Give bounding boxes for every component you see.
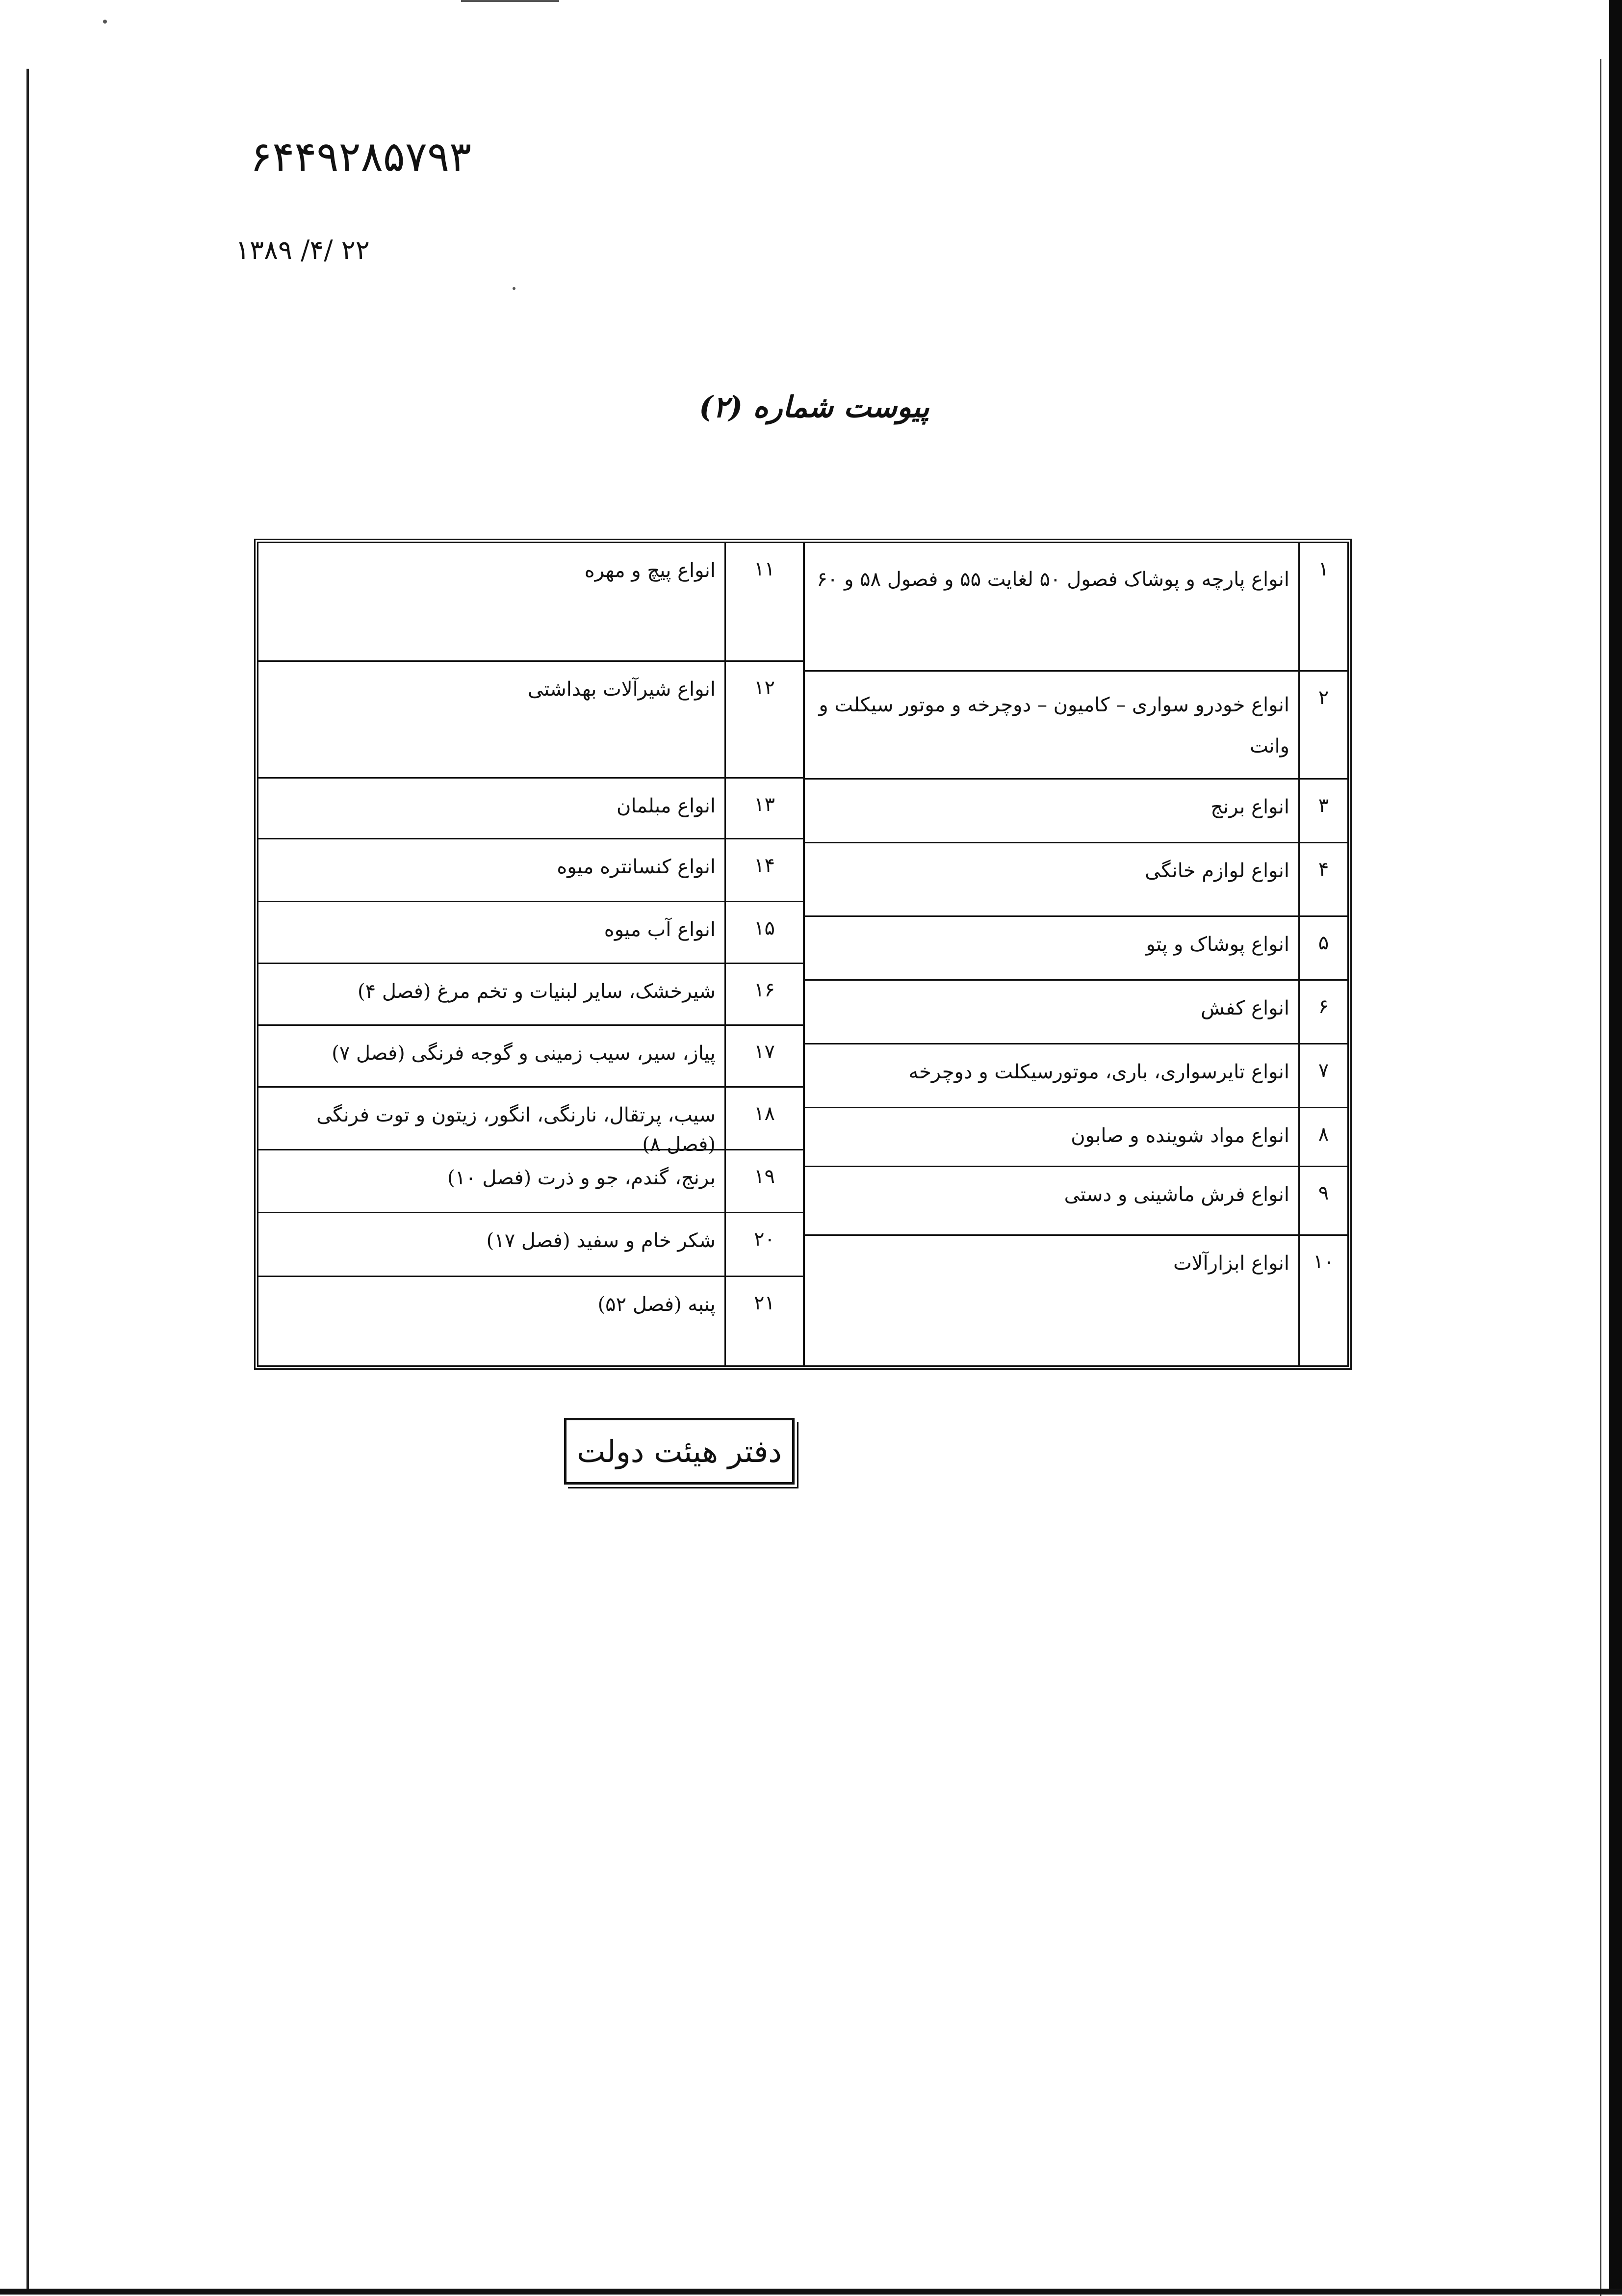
row-number: ۳ xyxy=(1298,780,1347,842)
row-number: ۷ xyxy=(1298,1044,1347,1107)
row-number: ۸ xyxy=(1298,1108,1347,1166)
scan-top-mark xyxy=(461,0,559,2)
row-number: ۶ xyxy=(1298,981,1347,1043)
row-text: انواع لوازم خانگی xyxy=(1145,860,1289,882)
row-number: ۱۱ xyxy=(724,543,803,660)
scan-right-edge xyxy=(1609,0,1622,2295)
table-row xyxy=(258,839,803,902)
row-text: سیب، پرتقال، نارنگی، انگور، زیتون و توت فرنگی (فصل ۸) xyxy=(316,1104,716,1156)
row-text: انواع پارچه و پوشاک فصول ۵۰ لغایت ۵۵ و فصول ۵۸ و ۶۰ xyxy=(817,568,1289,591)
table-row xyxy=(805,917,1347,981)
scan-bottom-edge xyxy=(0,2289,1622,2295)
table-row xyxy=(805,1108,1347,1167)
row-number: ۱۹ xyxy=(724,1150,803,1212)
row-text: انواع کفش xyxy=(1201,997,1289,1019)
table-row xyxy=(258,1026,803,1088)
row-text: انواع فرش ماشینی و دستی xyxy=(1064,1183,1289,1206)
office-stamp xyxy=(564,1418,795,1485)
table-row xyxy=(805,543,1347,672)
row-text: انواع آب میوه xyxy=(604,918,716,941)
row-number: ۱۶ xyxy=(724,964,803,1024)
row-text: پنبه (فصل ۵۲) xyxy=(597,1293,716,1316)
table-row xyxy=(258,1213,803,1277)
table-row xyxy=(258,1150,803,1213)
row-text: انواع پیچ و مهره xyxy=(584,559,716,582)
scan-speck xyxy=(513,287,515,290)
row-text: برنج، گندم، جو و ذرت (فصل ۱۰) xyxy=(447,1167,716,1189)
row-number: ۲۱ xyxy=(724,1277,803,1365)
row-number: ۱۰ xyxy=(1298,1236,1347,1365)
row-number: ۱۳ xyxy=(724,779,803,838)
row-number: ۱۲ xyxy=(724,662,803,777)
scan-speck xyxy=(103,20,107,24)
table-row xyxy=(258,779,803,839)
row-number: ۱۵ xyxy=(724,902,803,963)
table-row xyxy=(258,964,803,1026)
stamp-text: دفتر هیئت دولت xyxy=(577,1433,782,1469)
scan-left-edge xyxy=(26,69,29,2295)
row-number: ۲ xyxy=(1298,672,1347,778)
row-text: انواع پوشاک و پتو xyxy=(1146,933,1289,956)
row-text: شیرخشک، سایر لبنیات و تخم مرغ (فصل ۴) xyxy=(358,980,716,1003)
row-text: انواع خودرو سواری – کامیون – دوچرخه و موتور سیکلت و وانت xyxy=(819,694,1289,757)
row-number: ۱۷ xyxy=(724,1026,803,1086)
row-number: ۵ xyxy=(1298,917,1347,979)
table-row xyxy=(805,780,1347,843)
row-text: انواع برنج xyxy=(1210,796,1289,818)
row-number: ۹ xyxy=(1298,1167,1347,1234)
table-right-column xyxy=(803,543,1347,1365)
table-row xyxy=(258,662,803,779)
row-number: ۱ xyxy=(1298,543,1347,670)
table-left-column xyxy=(258,543,803,1365)
row-text: شکر خام و سفید (فصل ۱۷) xyxy=(486,1229,716,1252)
table-row xyxy=(805,981,1347,1044)
row-number: ۱۴ xyxy=(724,839,803,901)
row-text: انواع مواد شوینده و صابون xyxy=(1071,1124,1289,1147)
row-number: ۴ xyxy=(1298,843,1347,915)
table-row xyxy=(258,1088,803,1156)
scan-right-line xyxy=(1600,59,1601,2296)
table-row xyxy=(805,843,1347,917)
row-text: انواع کنسانتره میوه xyxy=(557,856,716,878)
table-row xyxy=(258,1277,803,1365)
table-row xyxy=(258,902,803,964)
row-text: انواع مبلمان xyxy=(616,795,716,817)
table-row xyxy=(258,543,803,662)
table-row xyxy=(805,672,1347,780)
row-text: انواع شیرآلات بهداشتی xyxy=(527,678,716,701)
page-title: پیوست شماره (۲) xyxy=(699,390,929,424)
reference-number: ۶۴۴۹۲۸۵۷۹۳ xyxy=(250,132,472,181)
row-number: ۲۰ xyxy=(724,1213,803,1276)
table-row xyxy=(805,1236,1347,1365)
row-text: انواع ابزارآلات xyxy=(1173,1252,1289,1275)
row-number: ۱۸ xyxy=(724,1088,803,1169)
items-table xyxy=(254,539,1352,1370)
document-date: ۱۳۸۹ /۴/ ۲۲ xyxy=(235,235,370,265)
row-text: انواع تایرسواری، باری، موتورسیکلت و دوچرخه xyxy=(908,1061,1289,1083)
table-row xyxy=(805,1044,1347,1108)
table-row xyxy=(805,1167,1347,1236)
row-text: پیاز، سیر، سیب زمینی و گوجه فرنگی (فصل ۷) xyxy=(332,1042,716,1065)
